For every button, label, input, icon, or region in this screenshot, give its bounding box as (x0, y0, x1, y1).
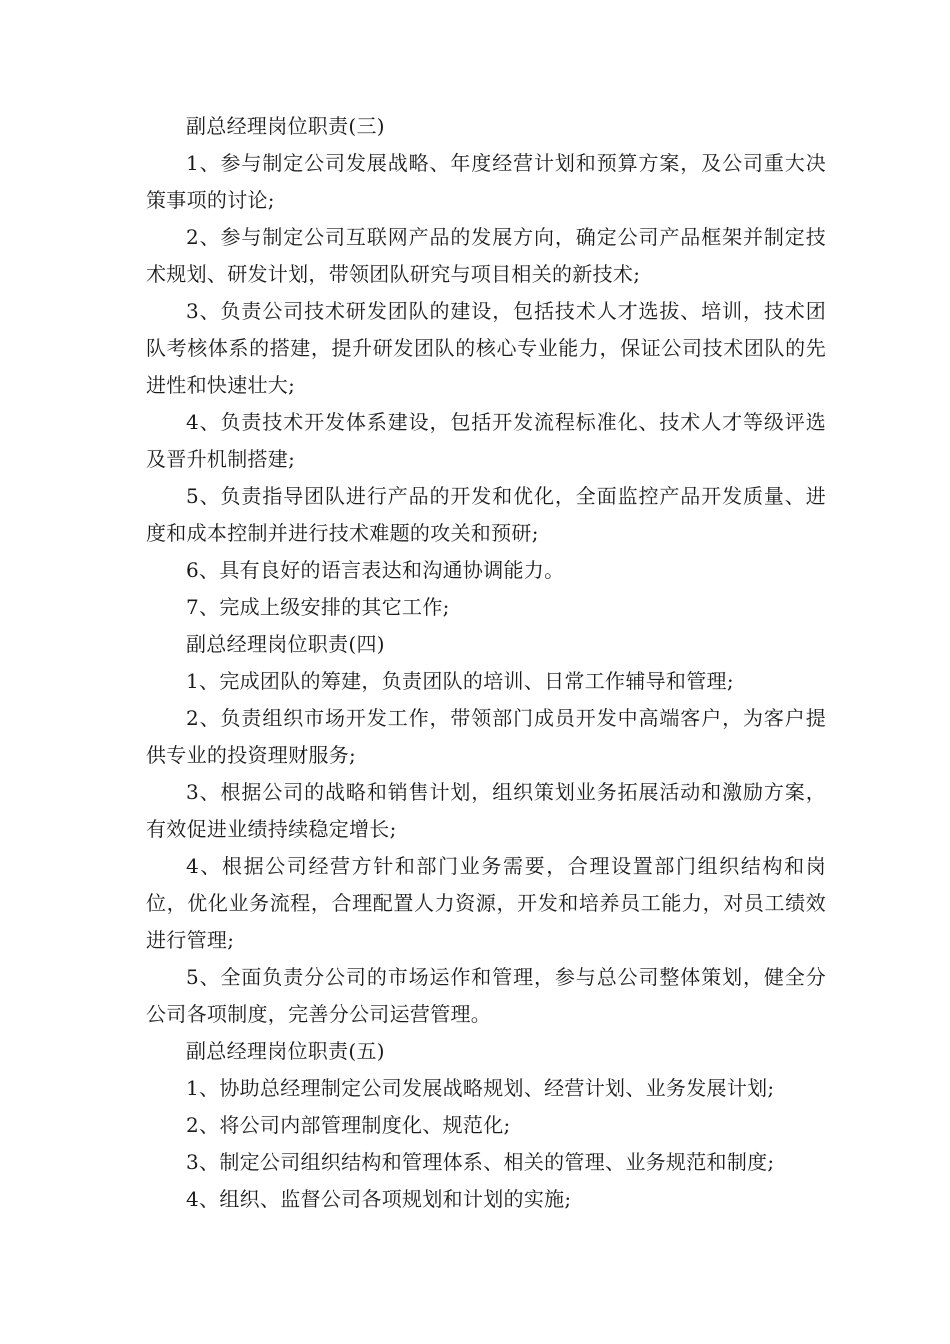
document-body (146, 108, 826, 1218)
duty-item: 7、完成上级安排的其它工作; (186, 595, 450, 619)
duty-item: 3、根据公司的战略和销售计划，组织策划业务拓展活动和激励方案，有效促进业绩持续稳定增长; (146, 780, 826, 841)
duty-item: 6、具有良好的语言表达和沟通协调能力。 (186, 558, 565, 582)
duty-item: 1、完成团队的筹建，负责团队的培训、日常工作辅导和管理; (186, 669, 734, 693)
section-heading-4: 副总经理岗位职责(四) (186, 632, 385, 656)
duty-item: 4、根据公司经营方针和部门业务需要，合理设置部门组织结构和岗位，优化业务流程，合理配置人力资源，开发和培养员工能力，对员工绩效进行管理; (146, 854, 826, 952)
duty-item: 3、制定公司组织结构和管理体系、相关的管理、业务规范和制度; (186, 1150, 775, 1174)
duty-item: 4、组织、监督公司各项规划和计划的实施; (186, 1187, 572, 1211)
duty-item: 3、负责公司技术研发团队的建设，包括技术人才选拔、培训，技术团队考核体系的搭建，提升研发团队的核心专业能力，保证公司技术团队的先进性和快速壮大; (146, 299, 826, 397)
duty-item: 2、将公司内部管理制度化、规范化; (186, 1113, 511, 1137)
section-heading-5: 副总经理岗位职责(五) (186, 1039, 385, 1063)
duty-item: 5、负责指导团队进行产品的开发和优化，全面监控产品开发质量、进度和成本控制并进行技术难题的攻关和预研; (146, 484, 826, 545)
duty-item: 4、负责技术开发体系建设，包括开发流程标准化、技术人才等级评选及晋升机制搭建; (146, 410, 826, 471)
section-heading-3: 副总经理岗位职责(三) (186, 114, 385, 138)
duty-item: 1、协助总经理制定公司发展战略规划、经营计划、业务发展计划; (186, 1076, 775, 1100)
duty-item: 2、参与制定公司互联网产品的发展方向，确定公司产品框架并制定技术规划、研发计划，带领团队研究与项目相关的新技术; (146, 225, 826, 286)
duty-item: 2、负责组织市场开发工作，带领部门成员开发中高端客户，为客户提供专业的投资理财服务; (146, 706, 826, 767)
duty-item: 1、参与制定公司发展战略、年度经营计划和预算方案，及公司重大决策事项的讨论; (146, 151, 826, 212)
duty-item: 5、全面负责分公司的市场运作和管理，参与总公司整体策划，健全分公司各项制度，完善分公司运营管理。 (146, 965, 826, 1026)
